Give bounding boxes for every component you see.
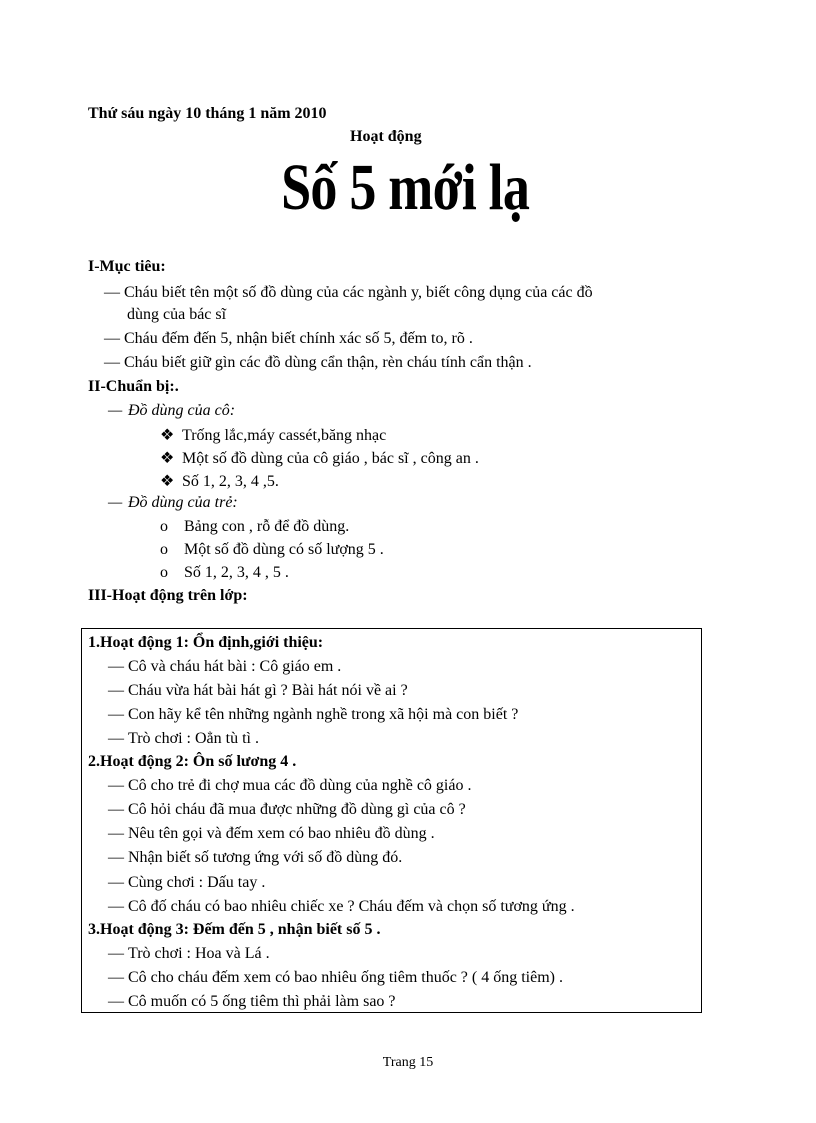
- activity-item: — Cô đố cháu có bao nhiêu chiếc xe ? Cháu đếm và chọn số tương ứng .: [108, 898, 575, 915]
- section-heading-objectives: I-Mục tiêu:: [88, 258, 166, 275]
- objective-item-continued: dùng của bác sĩ: [127, 306, 227, 323]
- activity-item: — Cô hỏi cháu đã mua được những đồ dùng gì của cô ?: [108, 801, 466, 818]
- activity-2-title: 2.Hoạt động 2: Ôn số lương 4 .: [88, 753, 297, 770]
- activity-item: — Cô muốn có 5 ống tiêm thì phải làm sao ?: [108, 993, 396, 1010]
- activity-item: — Cô và cháu hát bài : Cô giáo em .: [108, 658, 342, 675]
- diamond-bullet-icon: ❖: [160, 427, 175, 444]
- activity-item: — Trò chơi : Hoa và Lá .: [108, 945, 270, 962]
- activity-item: — Cô cho trẻ đi chợ mua các đồ dùng của nghề cô giáo .: [108, 777, 472, 794]
- activity-3-title: 3.Hoạt động 3: Đếm đến 5 , nhận biết số 5 .: [88, 921, 381, 938]
- section-heading-activities: III-Hoạt động trên lớp:: [88, 587, 248, 604]
- date-line: Thứ sáu ngày 10 tháng 1 năm 2010: [88, 105, 327, 122]
- diamond-bullet-icon: ❖: [160, 473, 175, 490]
- teacher-material-item: ❖ Số 1, 2, 3, 4 ,5.: [160, 473, 279, 490]
- page-number: Trang 15: [382, 1055, 434, 1070]
- activity-item: — Nêu tên gọi và đếm xem có bao nhiêu đồ dùng .: [108, 825, 435, 842]
- teacher-materials-label: — Đồ dùng của cô:: [108, 402, 236, 419]
- activity-item: — Trò chơi : Oẳn tù tì .: [108, 730, 259, 747]
- activity-1-title: 1.Hoạt động 1: Ổn định,giới thiệu:: [88, 634, 324, 651]
- objective-item: — Cháu đếm đến 5, nhận biết chính xác số 5, đếm to, rõ .: [104, 330, 473, 347]
- activity-item: — Cháu vừa hát bài hát gì ? Bài hát nói về ai ?: [108, 682, 408, 699]
- child-material-item: o Một số đồ dùng có số lượng 5 .: [160, 541, 384, 558]
- child-material-item: o Số 1, 2, 3, 4 , 5 .: [160, 564, 289, 581]
- page-title: Số 5 mới lạ: [281, 151, 530, 224]
- activity-item: — Cô cho cháu đếm xem có bao nhiêu ống tiêm thuốc ? ( 4 ống tiêm) .: [108, 969, 563, 986]
- child-material-item: o Bảng con , rỗ để đồ dùng.: [160, 518, 350, 535]
- diamond-bullet-icon: ❖: [160, 450, 175, 467]
- teacher-material-item: ❖ Trống lắc,máy cassét,băng nhạc: [160, 427, 387, 444]
- circle-bullet-icon: o: [160, 564, 168, 581]
- activity-item: — Cùng chơi : Dấu tay .: [108, 874, 266, 891]
- circle-bullet-icon: o: [160, 518, 168, 535]
- section-heading-preparation: II-Chuẩn bị:.: [88, 378, 179, 395]
- activity-item: — Nhận biết số tương ứng với số đồ dùng đó.: [108, 849, 403, 866]
- circle-bullet-icon: o: [160, 541, 168, 558]
- child-materials-label: — Đồ dùng của trẻ:: [108, 494, 238, 511]
- teacher-material-item: ❖ Một số đồ dùng của cô giáo , bác sĩ , công an .: [160, 450, 479, 467]
- objective-item: — Cháu biết giữ gìn các đồ dùng cẩn thận, rèn cháu tính cẩn thận .: [104, 354, 532, 371]
- objective-item: — Cháu biết tên một số đồ dùng của các ngành y, biết công dụng của các đồ: [104, 284, 593, 301]
- activity-subtitle: Hoạt động: [350, 128, 422, 145]
- activity-item: — Con hãy kể tên những ngành nghề trong xã hội mà con biết ?: [108, 706, 519, 723]
